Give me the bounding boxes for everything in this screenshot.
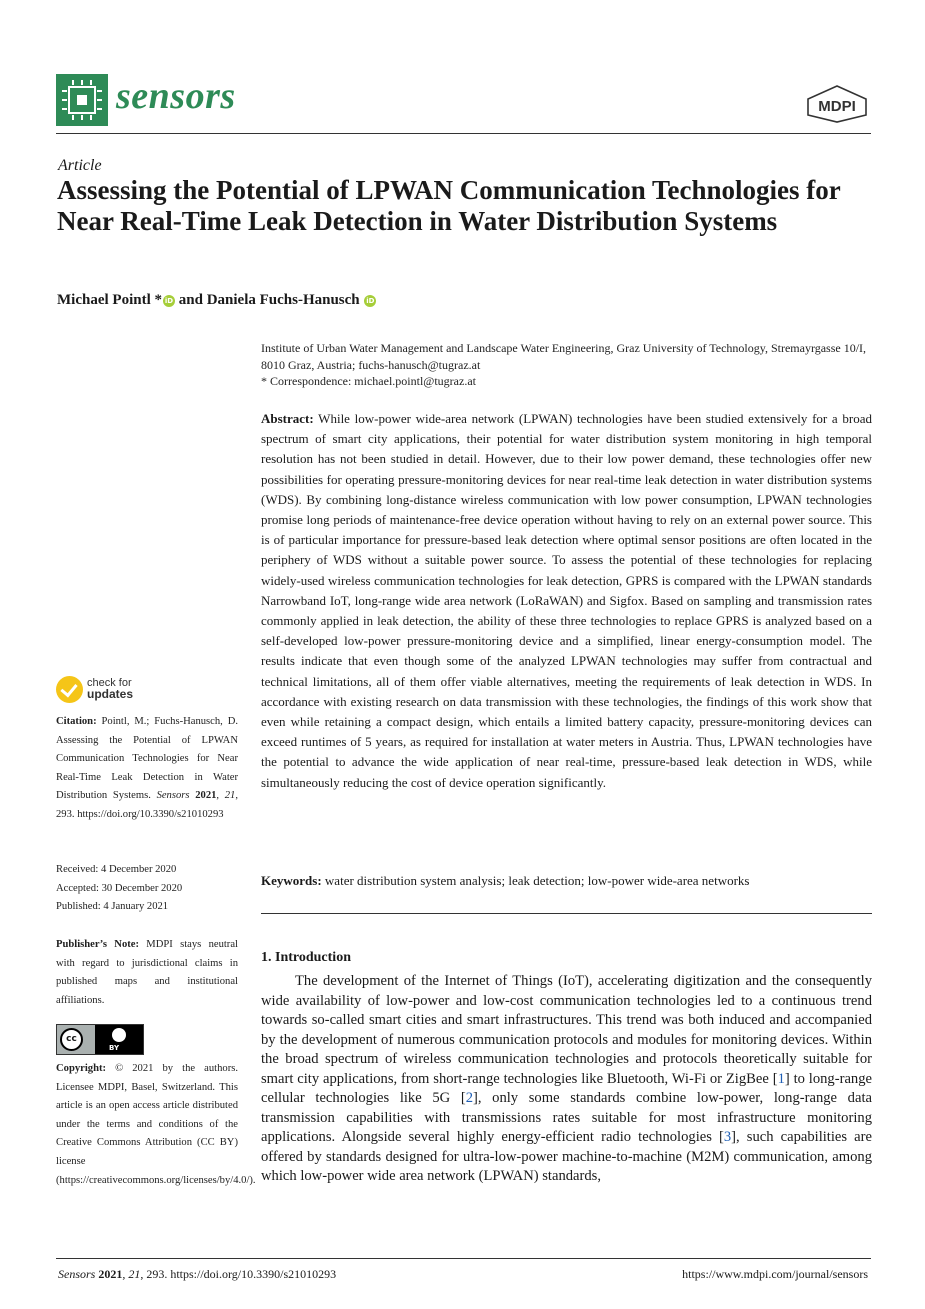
article-type: Article: [58, 157, 102, 174]
author-separator: and: [175, 292, 207, 308]
affiliation: Institute of Urban Water Management and Landscape Water Engineering, Graz University of Technology, Stremayrgasse 10/I, 8010 Graz, Austria; fuchs-hanusch@tugraz.at: [261, 341, 867, 372]
intro-paragraph: [261, 972, 872, 1187]
orcid-icon[interactable]: iD: [366, 297, 375, 305]
footer-citation: [58, 1267, 336, 1282]
cc-icon: cc: [60, 1028, 83, 1051]
cc-by-license-icon[interactable]: [56, 1024, 144, 1055]
publisher-name: MDPI: [818, 98, 856, 115]
dates-block: [56, 861, 238, 917]
copyright-label: Copyright:: [56, 1063, 107, 1074]
check-line-2: updates: [87, 687, 134, 701]
citation-label: Citation:: [56, 716, 97, 727]
citation-link[interactable]: 2: [465, 1090, 473, 1106]
accepted-date: Accepted: 30 December 2020: [56, 882, 183, 894]
citation-link[interactable]: 3: [723, 1129, 732, 1145]
citation-text: Pointl, M.; Fuchs-Hanusch, D. Assessing the Potential of LPWAN Communication Technologies for Near Real-Time Leak Detection in Water Distribution Systems.: [56, 716, 238, 802]
author-1[interactable]: Michael Pointl *: [57, 292, 162, 308]
citation-link[interactable]: 1: [777, 1070, 785, 1087]
copyright-block: [56, 1060, 256, 1190]
publisher-note: [56, 936, 238, 1010]
check-for-updates-label[interactable]: [87, 678, 133, 700]
publisher-note-text: MDPI stays neutral with regard to jurisdictional claims in published maps and institutional affiliations.: [56, 939, 238, 1006]
by-label: BY: [109, 1044, 120, 1052]
keywords-label: Keywords:: [261, 873, 322, 888]
keywords-text: water distribution system analysis; leak detection; low-power wide-area networks: [321, 873, 750, 888]
intro-text: ], such capabilities are offered by standards designed for ultra-low-power machine-to-machine (M2M) communication, among which low-power wide area network (LPWAN) standards,: [261, 1129, 872, 1184]
author-list: [57, 292, 376, 309]
correspondence: * Correspondence: michael.pointl@tugraz.at: [261, 374, 476, 388]
citation-year: 2021: [195, 790, 217, 802]
footer-doi[interactable]: , 293. https://doi.org/10.3390/s21010293: [140, 1267, 337, 1281]
intro-text: ], only some standards combine low-power, long-range data transmission capabilities with transmissions rates suitable for most infrastructure monitoring applications. Alongside several highly energy-efficient radio technologies [: [261, 1090, 872, 1145]
citation-volume: , 21: [216, 790, 236, 802]
footer-divider: [56, 1258, 871, 1259]
footer-journal: Sensors: [58, 1267, 96, 1281]
received-date: Received: 4 December 2020: [56, 864, 177, 875]
keywords: [261, 873, 872, 889]
published-date: Published: 4 January 2021: [56, 901, 169, 913]
author-2[interactable]: Daniela Fuchs-Hanusch: [206, 292, 360, 308]
check-line-1: check for: [87, 677, 132, 689]
orcid-icon[interactable]: iD: [164, 297, 174, 305]
attribution-icon: [112, 1028, 126, 1042]
citation-journal: Sensors: [156, 790, 190, 802]
section-heading: 1. Introduction: [261, 950, 351, 965]
intro-text: ] to long-range cellular technologies like 5G [: [261, 1070, 872, 1106]
abstract: [261, 409, 872, 793]
article-title: Assessing the Potential of LPWAN Communication Technologies for Near Real-Time Leak Detection in Water Distribution Systems: [57, 175, 841, 236]
header-divider: [56, 133, 871, 134]
journal-logo-icon: [56, 74, 108, 126]
footer-volume: , 21: [122, 1267, 141, 1281]
abstract-label: Abstract:: [261, 411, 314, 426]
footer-year: 2021: [98, 1267, 123, 1281]
copyright-text: © 2021 by the authors. Licensee MDPI, Basel, Switzerland. This article is an open access article distributed under the terms and conditions of the Creative Commons Attribution (CC BY) license (https://creativecommons.org/licenses/by/4.0/).: [56, 1063, 256, 1186]
mdpi-logo-icon: [805, 84, 869, 124]
abstract-text: While low-power wide-area network (LPWAN) technologies have been studied extensively for a broad spectrum of smart city applications, their potential for water distribution system monitoring in high temporal resolution has not been studied in detail. However, due to their low power demand, these technologies offer new possibilities for operating pressure-monitoring devices for near real-time leak detection in water distribution systems (WDS). By combining long-distance wireless communication with low power consumption, LPWAN technologies promise long periods of maintenance-free device operation without having to rely on an external power source. This is of particular importance for pressure-based leak detection where optimal sensor positions are often located in the periphery of WDS without a suitable power source. To assess the potential of these technologies for replacing widely-used wireless communication technologies for leak detection, GPRS is compared with the LPWAN standards Narrowband IoT, long-range wide area network (LoRaWAN) and Sigfox. Based on sampling and transmission rates commonly applied in leak detection, the ability of these three technologies to replace GPRS is analyzed based on a self-developed low-power pressure-monitoring device and a simplified, linear energy-consumption model. The results indicate that even though some of the analyzed LPWAN technologies may suffer from contractual and technical limitations, all of them offer viable alternatives, meeting the requirements of leak detection in WDS. In accordance with existing research on data transmission with these technologies, the findings of this work show that even while retaining a compact design, which entails a limited battery capacity, pressure-monitoring devices can exceed runtimes of 5 years, as required for installation at water meters in Austria. Thus, LPWAN technologies have the potential to advance the wide application of near real-time, pressure-based leak detection in WDS, while simultaneously reducing the cost of device operation significantly.: [261, 411, 872, 790]
citation-doi[interactable]: , 293. https://doi.org/10.3390/s21010293: [56, 790, 238, 820]
citation-block: [56, 713, 238, 825]
journal-name: sensors: [116, 75, 236, 117]
intro-text: The development of the Internet of Things (IoT), accelerating digitization and the consequently wide availability of low-power and low-cost communication technologies led to a continuous trend towards so-called smart cities and smart infrastructures. This trend was both induced and accompanied by the development of numerous communication protocols and modules for monitoring devices. Within the broad spectrum of wireless communication technologies and protocols theoretically suitable for smart city applications, from short-range technologies like Bluetooth, Wi-Fi or ZigBee [: [261, 973, 872, 1087]
footer-url[interactable]: https://www.mdpi.com/journal/sensors: [682, 1267, 868, 1281]
section-divider: [261, 913, 872, 914]
check-for-updates-icon[interactable]: [56, 676, 83, 703]
publisher-note-label: Publisher’s Note:: [56, 939, 140, 950]
